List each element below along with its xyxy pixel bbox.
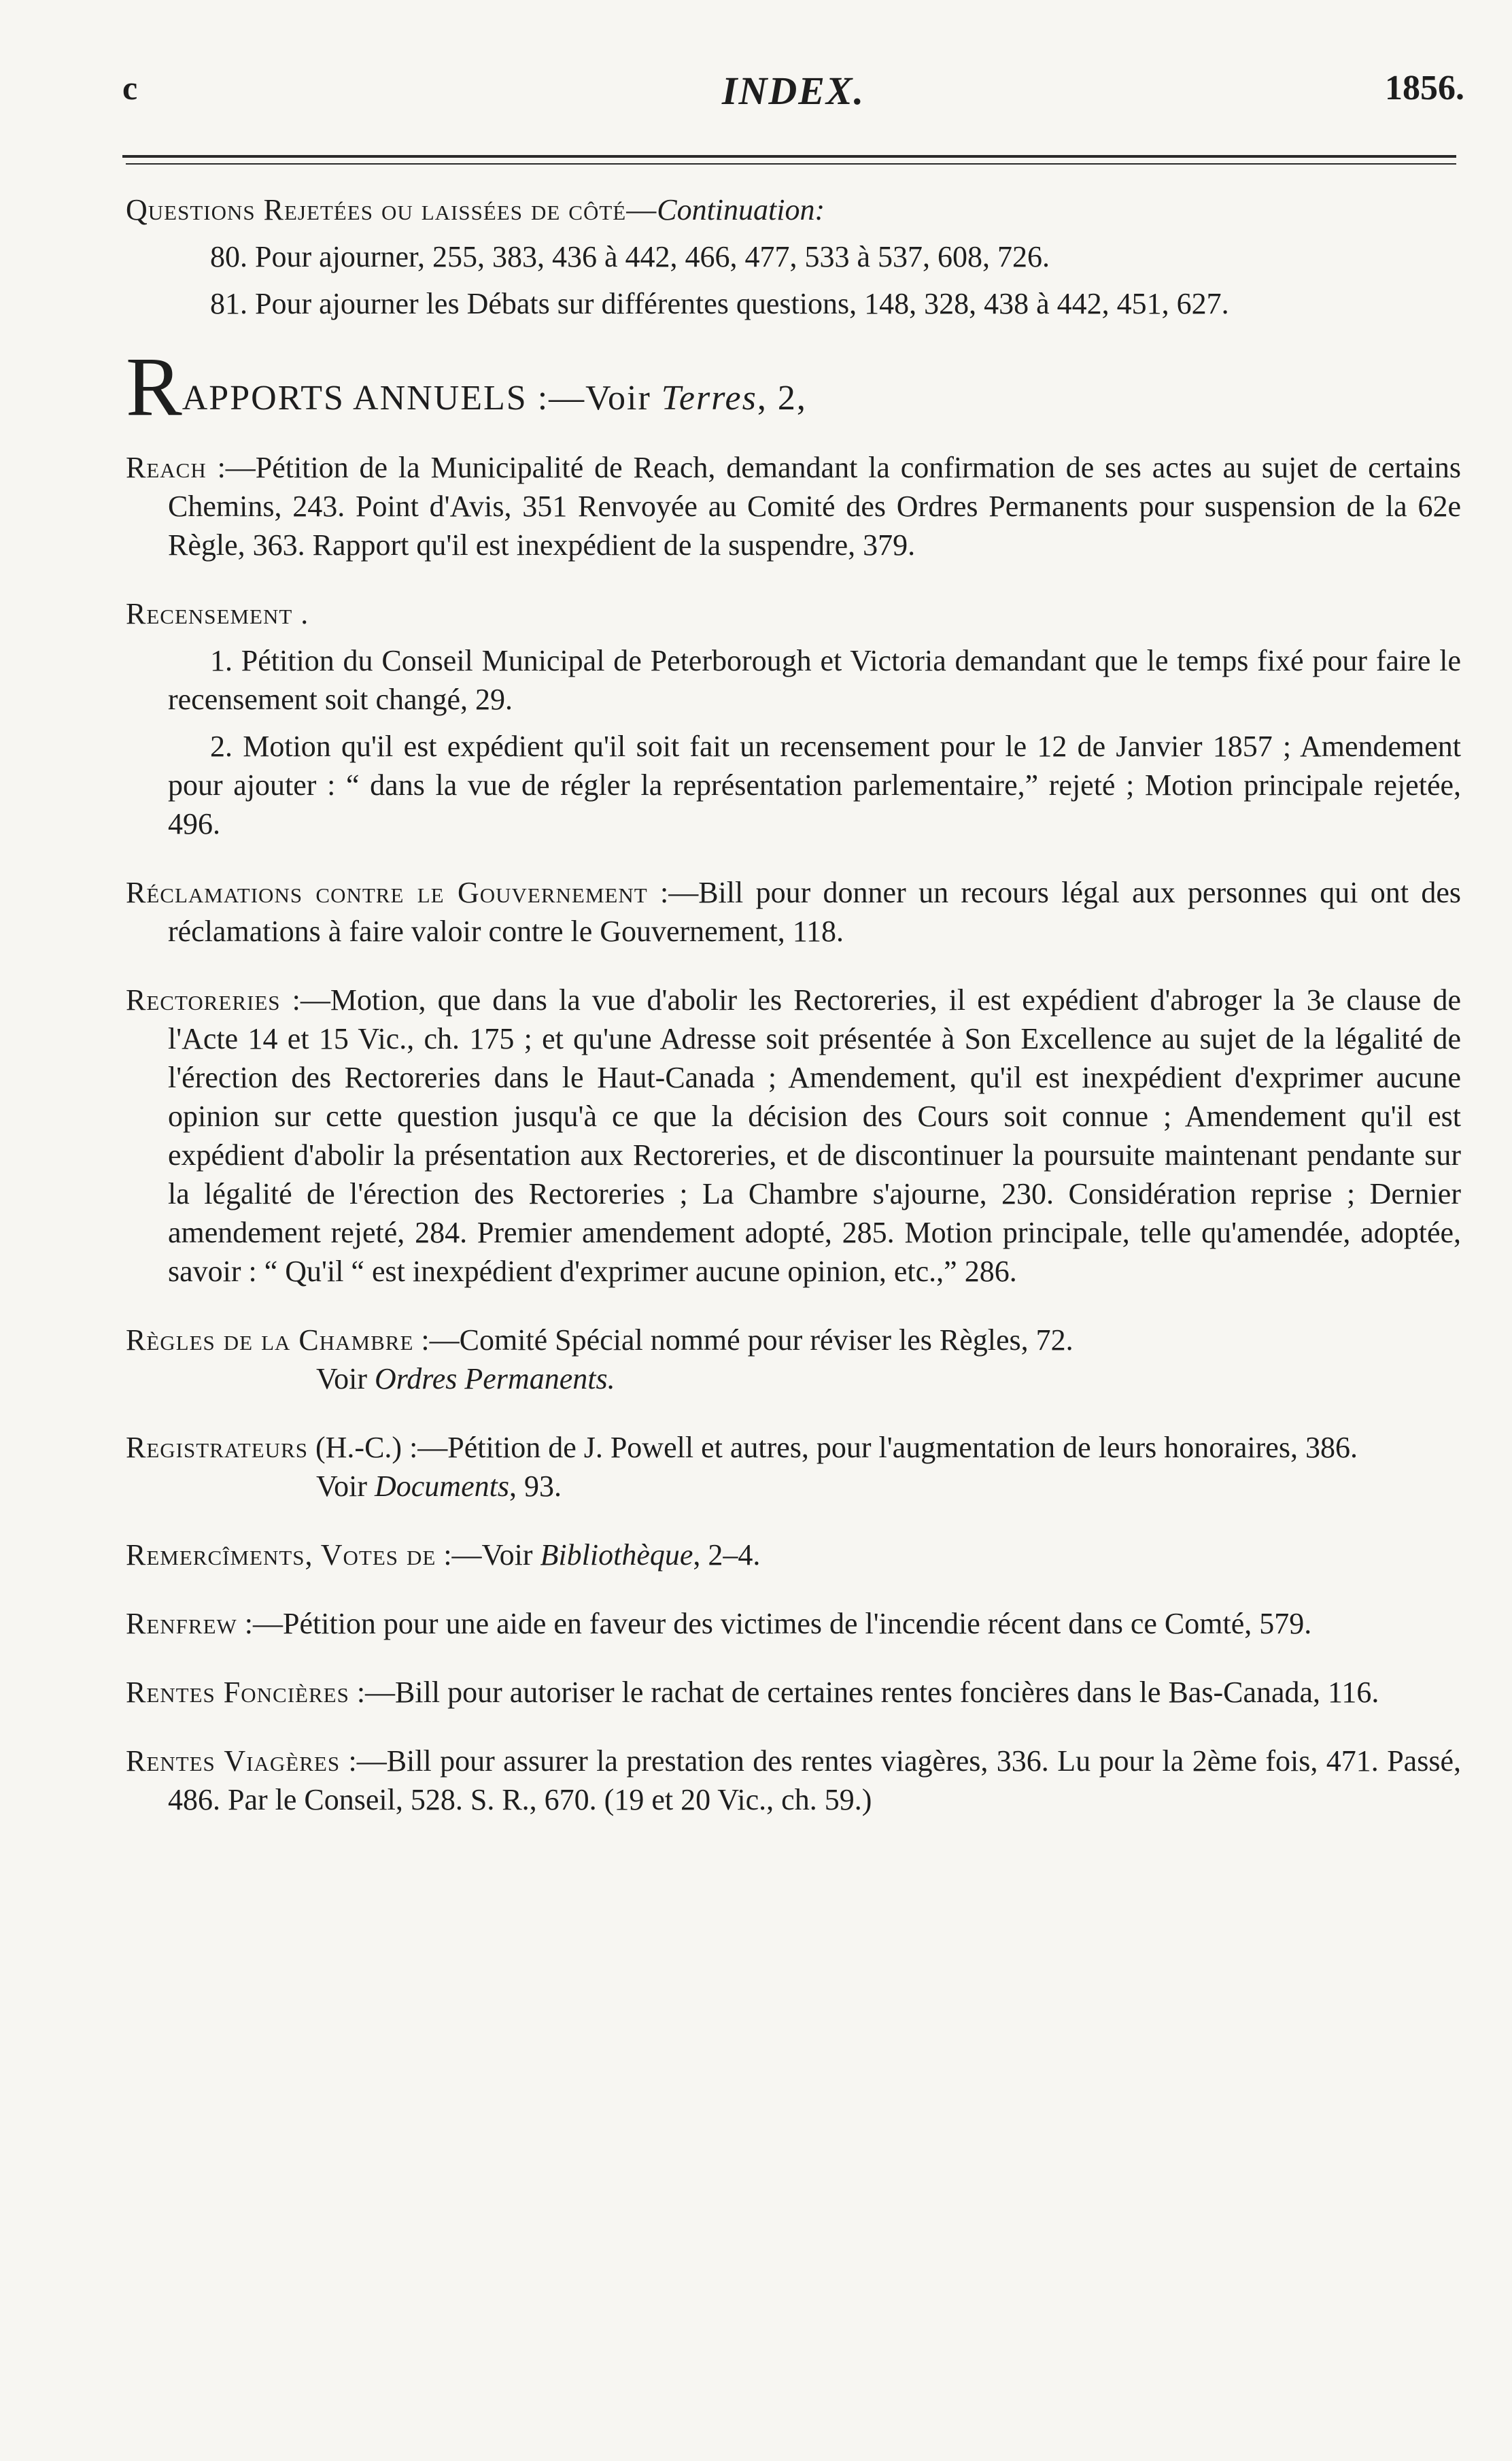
page-header xyxy=(122,68,1464,122)
entry-reclamations: Réclamations contre le Gouvernement :—Bill pour donner un recours légal aux personnes qui ont des réclamations à faire valoir contre le Gouvernement, 118. xyxy=(126,876,1461,948)
subentry-81: 81. Pour ajourner les Débats sur différentes questions, 148, 328, 438 à 442, 451, 627. xyxy=(210,287,1229,320)
entry-rectoreries: Rectoreries :—Motion, que dans la vue d'abolir les Rectoreries, il est expédient d'abroger la 3e clause de l'Acte 14 et 15 Vic., ch. 175 ; et qu'une Adresse soit présentée à Son Excellence au sujet de la légalité de l'érection des Rectoreries dans le Haut-Canada ; Amendement, qu'il est inexpédient d'exprimer aucune opinion sur cette question jusqu'à ce que la décision des Cours soit connue ; Amendement qu'il est expédient d'abolir la présentation aux Rectoreries, et de discontinuer la poursuite maintenant pendante sur la légalité de l'érection des Rectoreries ; La Chambre s'ajourne, 230. Considération reprise ; Dernier amendement rejeté, 284. Premier amendement adopté, 285. Motion principale, telle qu'amendée, adoptée, savoir : “ Qu'il “ est inexpédient d'exprimer aucune opinion, etc.,” 286. xyxy=(126,983,1461,1288)
subentry-2: 2. Motion qu'il est expédient qu'il soit fait un recensement pour le 12 de Janvier 1857 ; Amendement pour ajouter : “ dans la vue de régler la représentation parlementaire,” rejeté ; Motion principale rejetée, 496. xyxy=(168,730,1461,841)
page-title: INDEX. xyxy=(721,69,865,113)
entry-registrateurs: Registrateurs (H.-C.) :—Pétition de J. Powell et autres, pour l'augmentation de leurs honoraires, 386. Voir Documents, 93. xyxy=(126,1428,1461,1506)
index-content xyxy=(126,190,1461,1849)
entry-heading: Rentes Viagères xyxy=(126,1744,341,1778)
entry-renfrew: Renfrew :—Pétition pour une aide en faveur des victimes de l'incendie récent dans ce Comté, 579. xyxy=(126,1607,1312,1640)
entry-recensement xyxy=(126,594,1461,843)
entry-heading: Reach xyxy=(126,451,207,484)
entry-regles: Règles de la Chambre :—Comité Spécial nommé pour réviser les Règles, 72. Voir Ordres Permanents. xyxy=(126,1321,1461,1398)
entry-heading: Recensement . xyxy=(126,597,309,630)
header-rule-thick xyxy=(122,155,1456,158)
drop-cap: R xyxy=(126,340,182,433)
subentry-1: 1. Pétition du Conseil Municipal de Peterborough et Victoria demandant que le temps fixé pour faire le recensement soit changé, 29. xyxy=(168,644,1461,716)
header-rule-thin xyxy=(126,163,1456,165)
entry-remerciments: Remercîments, Votes de :—Voir Bibliothèque, 2–4. xyxy=(126,1538,761,1572)
entry-heading: Remercîments, Votes de xyxy=(126,1538,436,1572)
entry-rentes-viageres: Rentes Viagères :—Bill pour assurer la prestation des rentes viagères, 336. Lu pour la 2ème fois, 471. Passé, 486. Par le Conseil, 528. S. R., 670. (19 et 20 Vic., ch. 59.) xyxy=(126,1744,1461,1816)
see-also: Voir Ordres Permanents. xyxy=(316,1362,615,1395)
entry-rentes-foncieres: Rentes Foncières :—Bill pour autoriser le rachat de certaines rentes foncières dans le Bas-Canada, 116. xyxy=(126,1676,1379,1709)
cross-reference: Documents xyxy=(374,1470,509,1503)
entry-heading: Réclamations contre le Gouvernement xyxy=(126,876,648,909)
entry-rapports-annuels: RAPPORTS ANNUELS :—Voir Terres, 2, xyxy=(126,340,807,433)
entry-heading: Registrateurs xyxy=(126,1431,308,1464)
page-letter: c xyxy=(122,69,138,107)
entry-reach: Reach :—Pétition de la Municipalité de Reach, demandant la confirmation de ses actes au sujet de certains Chemins, 243. Point d'Avis, 351 Renvoyée au Comité des Ordres Permanents pour suspension de la 62e Règle, 363. Rapport qu'il est inexpédient de la suspendre, 379. xyxy=(126,451,1461,562)
subentry-80: 80. Pour ajourner, 255, 383, 436 à 442, 466, 477, 533 à 537, 608, 726. xyxy=(210,240,1050,273)
entry-heading: Règles de la Chambre xyxy=(126,1323,414,1357)
cross-reference: Terres xyxy=(661,379,757,418)
cross-reference: Ordres Permanents. xyxy=(374,1362,615,1395)
entry-heading: Questions Rejetées ou laissées de côté—Continuation: xyxy=(126,193,825,226)
entry-heading: Rectoreries xyxy=(126,983,281,1017)
page-year: 1856. xyxy=(1385,69,1464,107)
entry-heading: Rentes Foncières xyxy=(126,1676,349,1709)
cross-reference: Bibliothèque xyxy=(540,1538,693,1572)
see-also: Voir Documents, 93. xyxy=(316,1470,562,1503)
entry-heading: Renfrew xyxy=(126,1607,237,1640)
entry-questions-rejetees xyxy=(126,190,1461,323)
